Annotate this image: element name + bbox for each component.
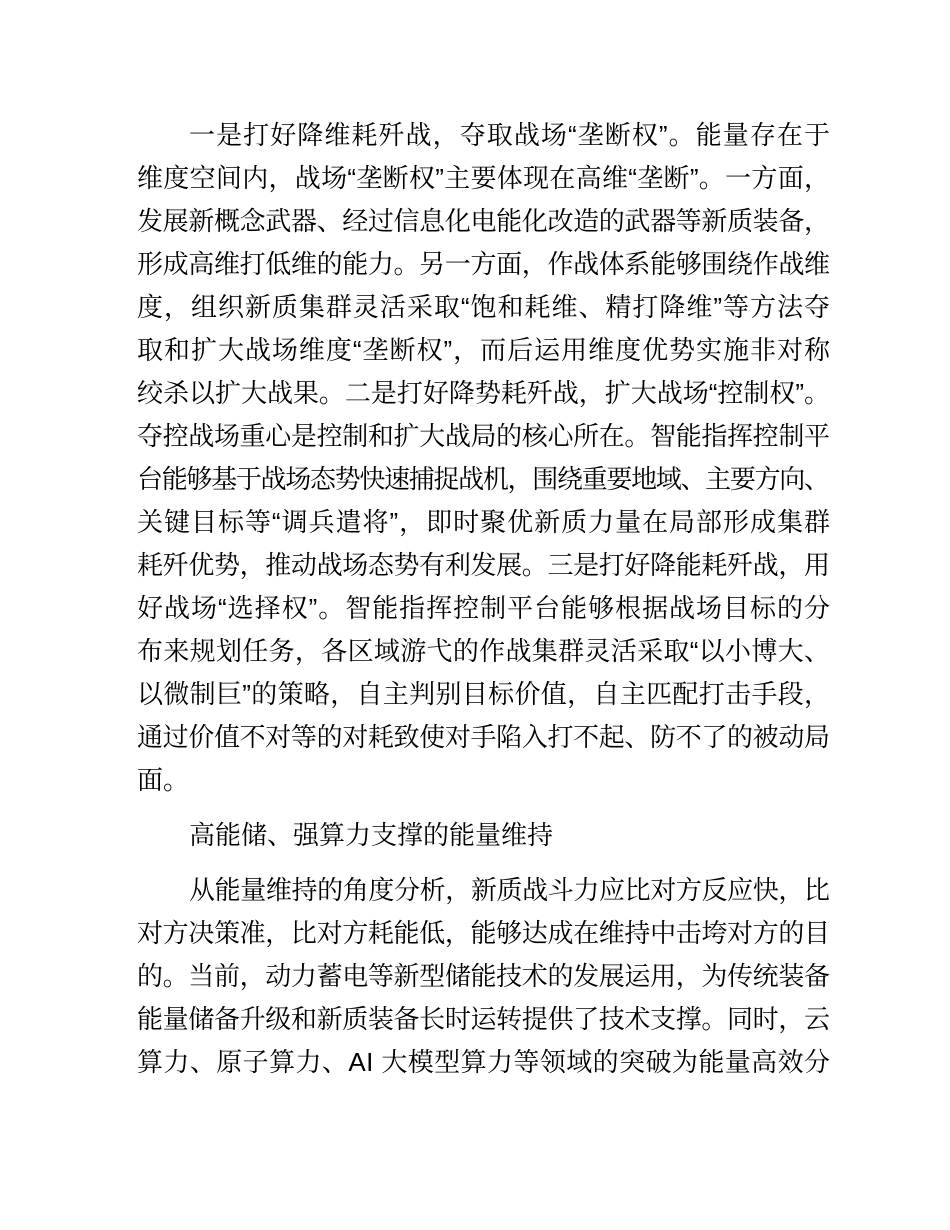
line-text: 通过价值不对等的对耗致使对手陷入打不起、防不了的被动局 [137,722,830,752]
line-text: 台能够基于战场态势快速捕捉战机，围绕重要地域、主要方向、 [137,464,829,494]
section-heading [137,814,830,857]
line-text: 维度空间内，战场“垄断权”主要体现在高维“垄断”。一方面， [137,163,831,193]
paragraph-line [137,329,830,372]
paragraph-line [137,243,830,286]
line-text: 关键目标等“调兵遣将”，即时聚优新质力量在局部形成集群 [137,507,831,537]
paragraph-line [137,998,830,1041]
paragraph-line [137,458,830,501]
paragraph-line [137,630,830,673]
line-text: 算力、原子算力、AI 大模型算力等领域的突破为能量高效分 [137,1047,831,1077]
line-text: 一是打好降维耗歼战，夺取战场“垄断权”。能量存在于 [189,120,832,150]
paragraph-line [137,544,830,587]
paragraph-line [137,372,830,415]
line-text: 度，组织新质集群灵活采取“饱和耗维、精打降维”等方法夺 [137,292,831,322]
paragraph-line [137,587,830,630]
heading-text: 高能储、强算力支撑的能量维持 [189,820,554,850]
paragraph-line [137,716,830,759]
paragraph-line [137,1041,830,1084]
line-text: 取和扩大战场维度“垄断权”，而后运用维度优势实施非对称 [137,335,831,365]
document-text [137,114,830,1084]
line-text: 发展新概念武器、经过信息化电能化改造的武器等新质装备， [137,206,830,236]
paragraph-line [137,415,830,458]
line-text: 的。当前，动力蓄电等新型储能技术的发展运用，为传统装备 [137,961,830,991]
line-text: 好战场“选择权”。智能指挥控制平台能够根据战场目标的分 [137,593,831,623]
line-text: 面。 [137,765,190,795]
line-text: 能量储备升级和新质装备长时运转提供了技术支撑。同时，云 [137,1004,830,1034]
line-text: 夺控战场重心是控制和扩大战局的核心所在。智能指挥控制平 [137,421,830,451]
paragraph-line [137,501,830,544]
paragraph-line [137,673,830,716]
paragraph-line [137,955,830,998]
paragraph-line [137,200,830,243]
paragraph-line [137,869,830,912]
paragraph-line [137,286,830,329]
line-text: 绞杀以扩大战果。二是打好降势耗歼战，扩大战场“控制权”。 [137,378,830,408]
line-text: 以微制巨”的策略，自主判别目标价值，自主匹配打击手段， [137,679,831,709]
paragraph-line [137,114,830,157]
line-text: 布来规划任务，各区域游弋的作战集群灵活采取“以小博大、 [137,636,831,666]
paragraph-line [137,759,830,802]
line-text: 形成高维打低维的能力。另一方面，作战体系能够围绕作战维 [137,249,830,279]
paragraph-line [137,912,830,955]
paragraph-line [137,157,830,200]
line-text: 耗歼优势，推动战场态势有利发展。三是打好降能耗歼战，用 [137,550,830,580]
line-text: 从能量维持的角度分析，新质战斗力应比对方反应快，比 [189,875,830,905]
line-text: 对方决策准，比对方耗能低，能够达成在维持中击垮对方的目 [137,918,830,948]
